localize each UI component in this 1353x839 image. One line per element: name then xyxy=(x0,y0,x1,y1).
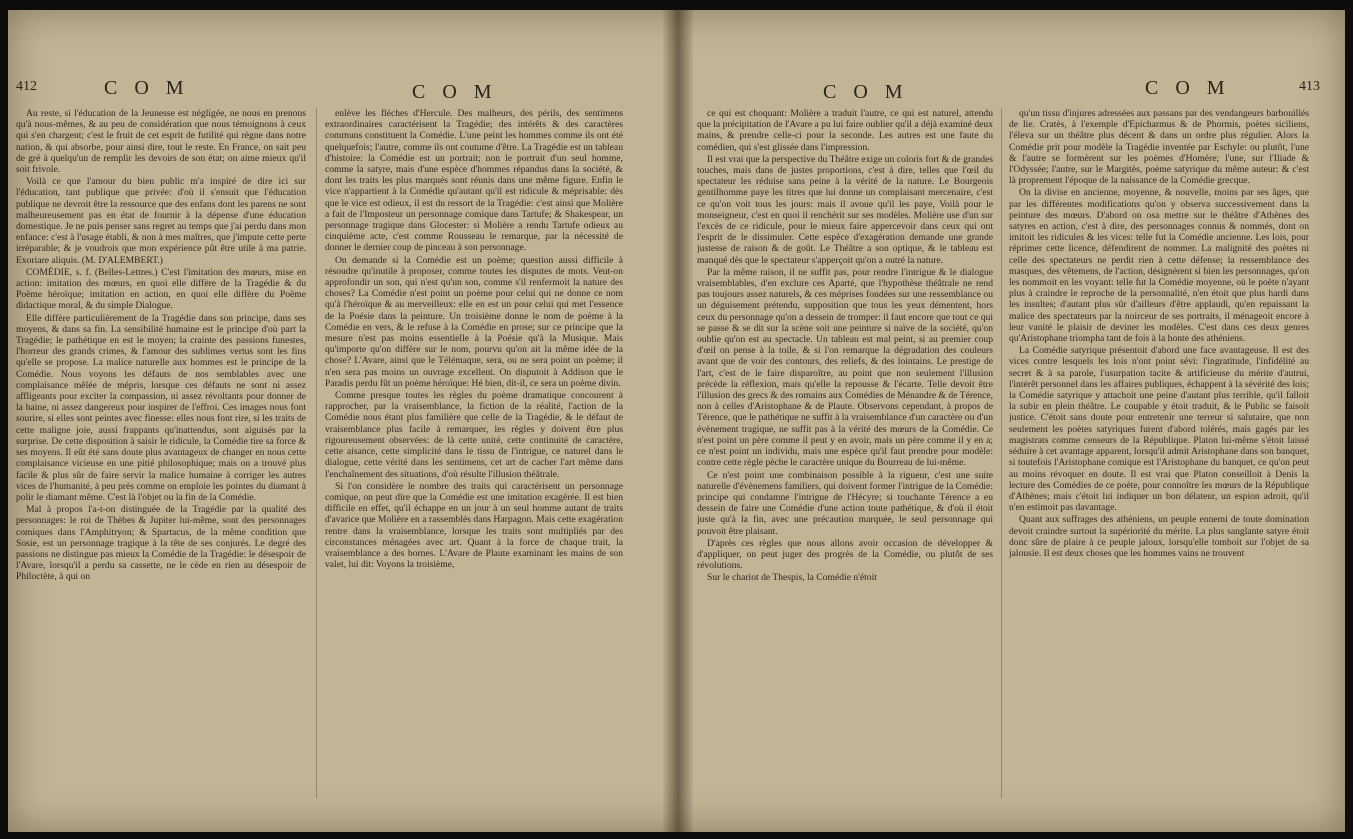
paragraph: On demande si la Comédie est un poème; question aussi difficile à résoudre qu'inutile à proposer, comme toutes les disputes de mots. Veut-on approfondir un son, qui n'est qu'un son, comme s'il renfermoit la nature des choses? La Comédie n'est point un poème pour celui qui ne donne ce nom qu'à l'héroïque & au merveilleux: elle en est un pour celui qui met l'essence de la Poésie dans la peinture. Un troisième donne le nom de poème à la Comédie en vers, & le refuse à la Comédie en prose; sur ce principe que la mesure n'est pas moins essentielle à la Poésie qu'à la Musique. Mais qu'importe qu'on diffère sur le nom, pourvu qu'on ait la même idée de la chose? L'Avare, ainsi que le Télémaque, sera, ou ne sera point un poème; il n'en sera pas moins un ouvrage excellent. On disputoit à Addison que le Paradis perdu fût un poème héroïque: Hé bien, dit-il, ce sera un poème divin. xyxy=(325,254,623,389)
paragraph: ce qui est choquant: Molière a traduit l'autre, ce qui est naturel, attendu que la précipitation de l'Avare a pu lui faire oublier qu'il a déjà examiné deux mains, & prendre celle-ci pour la seconde. Les autres est une faute du comédien, qui s'est glissée dans l'impression. xyxy=(697,108,993,153)
paragraph: Si l'on considère le nombre des traits qui caractérisent un personnage comique, on peut dire que la Comédie est une imitation exagérée. Il est bien difficile en effet, qu'il échappe en un jour à un seul homme autant de traits d'avarice que Molière en a rassemblés dans Harpagon. Mais cette exagération rentre dans la vraisemblance, lorsque les traits sont multipliés par des circonstances ménagées avec art. Quant à la force de chaque trait, la vraisemblance a des bornes. L'Avare de Plaute examinant les mains de son valet, lui dit: Voyons la troisième, xyxy=(325,480,623,571)
left-page xyxy=(12,30,675,820)
paragraph: Comme presque toutes les règles du poème dramatique concourent à rapprocher, par la vraisemblance, la fiction de la réalité, l'action de la Comédie nous étant plus familière que celle de la Tragédie, & le défaut de vraisemblance plus facile à remarquer, les règles y doivent être plus rigoureusement observées: de là cette unité, cette continuité de caractère, cette aisance, cette simplicité dans le tissu de l'intrigue, ce naturel dans le dialogue, cette vérité dans les sentimens, cet art de cacher l'art même dans l'enchaînement des situations, d'où résulte l'illusion théâtrale. xyxy=(325,390,623,480)
paragraph: Ce n'est point une combinaison possible à la rigueur, c'est une suite naturelle d'évènemens familiers, qui doivent former l'intrigue de la Comédie: principe qui condamne l'intrigue de l'Hécyre; si touchante Térence a eu dessein de faire une Comédie d'une action toute pathétique, & d'où il étoit juste qu'à la fin, avec une précaution marquée, le seul personnage qui pouvoit être plaisant. xyxy=(697,469,993,537)
left-page-number: 412 xyxy=(16,79,37,94)
paragraph: Voilà ce que l'amour du bien public m'a inspiré de dire ici sur l'éducation, tant publique que privée: d'où il s'ensuit que l'éducation publique ne devroit être la ressource que des enfans dont les parens ne sont malheureusement pas en état de fournir à la dépense d'une éducation domestique. Je ne puis penser sans regret au temps que j'ai perdu dans mon enfance: c'est à l'usage établi, & non à mes maîtres, que j'impute cette perte irréparable; & je voudrois que mon expérience pût être utile à ma patrie. Exoriare aliquis. (M. D'ALEMBERT.) xyxy=(16,176,306,266)
left-column-rule xyxy=(316,108,317,798)
paragraph: Quant aux suffrages des athéniens, un peuple ennemi de toute domination devoit craindre surtout la supériorité du mérite. La plus sanglante satyre étoit donc sûre de plaire à ce peuple jaloux, lorsqu'elle tomboit sur l'objet de sa jalousie. Il est deux choses que les hommes vains ne trouvent xyxy=(1009,514,1309,559)
left-column-2 xyxy=(325,108,623,808)
paragraph: D'après ces règles que nous allons avoir occasion de développer & d'appliquer, on peut juger des progrès de la Comédie, ou plutôt de ses révolutions. xyxy=(697,537,993,572)
right-page xyxy=(685,30,1335,820)
right-page-number: 413 xyxy=(1299,79,1320,94)
right-column-2 xyxy=(1009,108,1309,808)
paragraph: Au reste, si l'éducation de la Jeunesse est négligée, ne nous en prenons qu'à nous-mêmes, & au peu de considération que nous témoignons à ceux qui s'en chargent; c'est le fruit de cet esprit de futilité qui règne dans notre nation, & qui absorbe, pour ainsi dire, tout le reste. En France, on sait peu de gré à quelqu'un de remplir les devoirs de son état; on aime mieux qu'il soit frivole. xyxy=(16,108,306,176)
paragraph: Mal à propos l'a-t-on distinguée de la Tragédie par la qualité des personnages: le roi de Thèbes & Jupiter lui-même, sont des personnages comiques dans l'Amphitryon; & Spartacus, de la même condition que Sosie, est un personnage tragique à la tête de ses conjurés. Le degré des passions ne distingue pas mieux la Comédie de la Tragédie: le désespoir de l'Avare, lorsqu'il a perdu sa cassette, ne le cède en rien au désespoir de Philoctète, à qui on xyxy=(16,504,306,583)
right-column-rule xyxy=(1001,108,1002,798)
book-spread xyxy=(8,10,1345,832)
paragraph: Par la même raison, il ne suffit pas, pour rendre l'intrigue & le dialogue vraisemblables, d'en exclure ces Aparté, que l'hypothèse théâtrale ne rend pas toujours assez naturels, & ces méprises fondées sur une ressemblance ou un déguisement prétendu, supposition que tous les yeux démentent, hors ceux du personnage qu'on a dessein de tromper: il faut encore que tout ce qui se passe & se dit sur la scène soit une peinture si naïve de la société, qu'on oublie qu'on est au spectacle. Un tableau est mal peint, si au premier coup d'œil on pense à la toile, & si l'on remarque la dégradation des couleurs avant que de voir des contours, des reliefs, & des lointains. Le prestige de l'art, c'est de le faire disparoître, au point que non seulement l'illusion précède la réflexion, mais qu'elle la repousse & l'écarte. Telle devoit être l'illusion des grecs & des romains aux Comédies de Ménandre & de Térence, non à celles d'Aristophane & de Plaute. Observons cependant, à propos de Térence, que le pathétique ne suffit à la vraisemblance d'un caractère ou d'un évènement tragique, ne suffit pas à la vérité des mœurs de la Comédie. Ce n'est point un père comme il peut y en avoir, mais un père comme il y en a; ce n'est point un individu, mais une espèce qu'il faut prendre pour modèle: contre cette règle pèche le caractère unique du Bourreau de lui-même. xyxy=(697,266,993,469)
paragraph: On la divise en ancienne, moyenne, & nouvelle, moins par ses âges, que par les différentes modifications qu'on y observa successivement dans la peinture des mœurs. D'abord on osa mettre sur le théâtre d'Athènes des satyres en action, c'est à dire, des personnages connus & nommés, dont on imitoit les ridicules & les vices: telle fut la Comédie ancienne. Les lois, pour réprimer cette licence, défendirent de nommer. La malignité des poètes ni celle des spectateurs ne perdit rien à cette défense; la ressemblance des masques, des vêtemens, de l'action, désignèrent si bien les personnages, qu'on les nommoit en les voyant: telle fut la Comédie moyenne, où le poète n'ayant plus à craindre le reproche de la personnalité, n'en étoit que plus hardi dans les insultes; d'autant plus sûr d'ailleurs d'être applaudi, qu'en repaissant la malice des spectateurs par la noirceur de ses portraits, il ménageoit encore à leur vanité le plaisir de deviner les modèles. C'est dans ces deux genres qu'Aristophane triompha tant de fois à la honte des athéniens. xyxy=(1009,187,1309,345)
paragraph: enlève les flèches d'Hercule. Des malheurs, des périls, des sentimens extraordinaires caractérisent la Tragédie; des intérêts & des caractères communs constituent la Comédie. L'une peint les hommes comme ils ont été quelquefois; l'autre, comme ils ont coutume d'être. La Tragédie est un tableau d'histoire: la Comédie est un portrait; non le portrait d'un seul homme, comme la satyre, mais d'une espèce d'hommes répandus dans la société, & dont les traits les plus marqués sont réunis dans une même figure. Enfin le vice n'appartient à la Comédie qu'autant qu'il est ridicule & méprisable: dès que le vice est odieux, il est du ressort de la Tragédie: c'est ainsi que Molière a fait de l'Imposteur un personnage comique dans Tartufe; & Shakespear, un personnage tragique dans Glocester: si Molière a rendu Tartufe odieux au cinquième acte, c'est comme Rousseau le remarque, par la nécessité de donner le dernier coup de pinceau à son personnage. xyxy=(325,108,623,254)
right-running-head xyxy=(685,75,1335,101)
paragraph: COMÉDIE, s. f. (Belles-Lettres.) C'est l'imitation des mœurs, mise en action: imitation des mœurs, en quoi elle diffère de la Tragédie & du Poëme héroïque; imitation en action, en quoi elle diffère du Poëme didactique moral, & du simple Dialogue. xyxy=(16,266,306,312)
left-running-head xyxy=(12,75,675,101)
left-column-1 xyxy=(16,108,306,808)
paragraph: qu'un tissu d'injures adressées aux passans par des vendangeurs barbouillés de lie. Cratès, à l'exemple d'Epicharmus & de Phormis, poètes siciliens, l'éleva sur un théâtre plus décent & dans un ordre plus régulier. Alors la Comédie prit pour modèle la Tragédie inventée par Eschyle: ou plutôt, l'une & l'autre se formèrent sur les poèmes d'Homère; l'une, sur l'Iliade & l'Odyssée; l'autre, sur le Margitès, poème satyrique du même auteur: & c'est là proprement l'époque de la naissance de la Comédie grecque. xyxy=(1009,108,1309,187)
paragraph: Il est vrai que la perspective du Théâtre exige un coloris fort & de grandes touches, mais dans de justes proportions, c'est à dire, telles que l'œil du spectateur les réduise sans peine à la vérité de la nature. Le Bourgeois gentilhomme paye les titres que lui donne un complaisant mercenaire, c'est ce qu'on voit tous les jours: mais il avoue qu'il les paye, Voilà pour le monseigneur, c'est en quoi il renchérit sur ses modèles. Molière use d'un sur l'excès de ce ridicule, pour le mieux faire appercevoir dans ceux qui ont l'esprit de le dissimuler. Cette espèce d'exagération demande une grande justesse de raison & de goût. Le Théâtre a son optique, & le tableau est manqué dès que le spectateur s'apperçoit qu'on a outré la nature. xyxy=(697,153,993,266)
right-headword-1: C O M xyxy=(823,81,909,103)
paragraph: Sur le chariot de Thespis, la Comédie n'étoit xyxy=(707,572,877,584)
paragraph: Elle diffère particulièrement de la Tragédie dans son principe, dans ses moyens, & dans sa fin. La sensibilité humaine est le principe d'où part la Tragédie; le pathétique en est le moyen; la crainte des passions funestes, l'horreur des grands crimes, & l'amour des sublimes vertus sont les fins qu'elle se propose. La malice naturelle aux hommes est le principe de la Comédie. Nous voyons les défauts de nos semblables avec une complaisance mêlée de mépris, lorsque ces défauts ne sont ni assez affligeants pour exciter la compassion, ni assez révoltants pour donner de la haine, ni assez dangereux pour inspirer de l'effroi. Ces images nous font sourire, si elles sont peintes avec finesse: elles nous font rire, si les traits de cette maligne joie, aussi frappants qu'inattendus, sont aiguisés par la surprise. De cette disposition à saisir le ridicule, la Comédie tire sa force & ses moyens. Il eût été sans doute plus avantageux de changer en nous cette complaisance vicieuse en une pitié philosophique; mais on a trouvé plus facile & plus sûr de faire servir la malice humaine à corriger les autres vices de l'humanité, à peu près comme on emploie les pointes du diamant à polir le diamant même. C'est là l'objet ou la fin de la Comédie. xyxy=(16,312,306,503)
left-headword-1: C O M xyxy=(104,77,190,99)
right-column-1 xyxy=(697,108,993,808)
right-headword-2: C O M xyxy=(1145,77,1231,99)
left-headword-2: C O M xyxy=(412,81,498,103)
paragraph: La Comédie satyrique présentoit d'abord une face avantageuse. Il est des vices contre lesquels les lois n'ont point sévi: l'ingratitude, l'infidélité au secret & à sa parole, l'usurpation tacite & artificieuse du mérite d'autrui, l'intérêt personnel dans les affaires publiques, échappent à la sévérité des lois; la Comédie satyrique y attachoit une peine d'autant plus terrible, qu'il falloit la subir en plein théâtre. Le coupable y étoit traduit, & le Public se faisoit justice. C'étoit sans doute pour entretenir une terreur si salutaire, que non seulement les poètes satyriques furent d'abord tolérés, mais gagés par les magistrats comme censeurs de la République. Platon lui-même s'étoit laissé séduire à cet avantage apparent, lorsqu'il admit Aristophane dans son banquet, si toutefois l'Aristophane comique est l'Aristophane du banquet, ce qu'on peut au moins révoquer en doute. Il est vrai que Platon conseilloit à Denis la lecture des Comédies de ce poète, pour connoître les mœurs de la République d'Athènes; mais c'étoit lui indiquer un bon délateur, un espion adroit, qu'il n'en estimoit pas davantage. xyxy=(1009,345,1309,514)
